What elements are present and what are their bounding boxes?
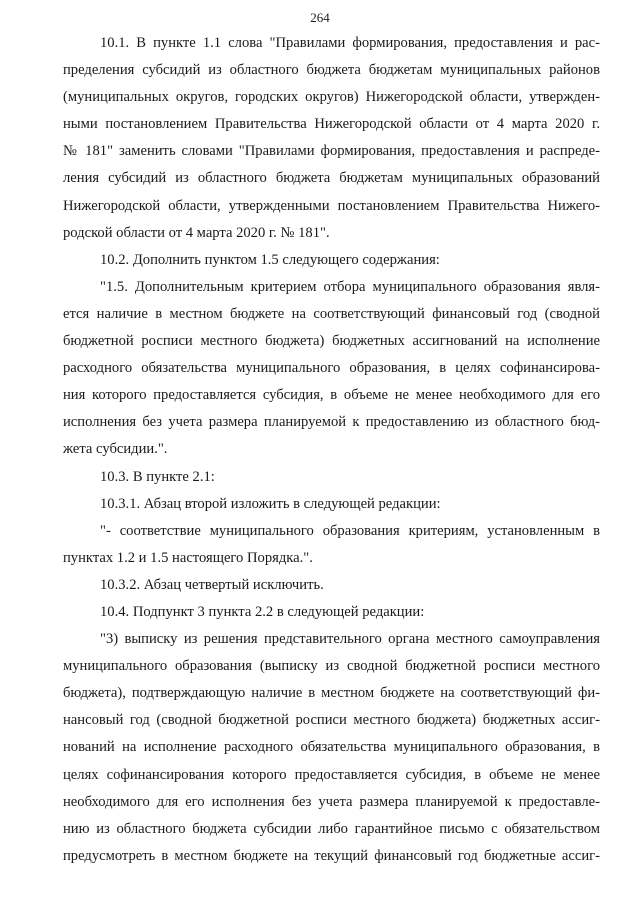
text-line: ления субсидий из областного бюджета бюджетам муниципальных образований (63, 170, 600, 187)
text-line: "1.5. Дополнительным критерием отбора муниципального образования явля- (100, 278, 600, 295)
paragraph (63, 30, 600, 247)
text-line: исполнения без учета размера планируемой к предоставлению из областного бюд- (63, 414, 600, 431)
text-line: 10.4. Подпункт 3 пункта 2.2 в следующей редакции: (100, 603, 425, 620)
text-line: "- соответствие муниципального образования критериям, установленным в (100, 522, 600, 539)
text-line: Нижегородской области, утвержденными постановлением Правительства Нижего- (63, 197, 600, 214)
text-line: необходимого для его исполнения без учета размера планируемой к предоставле- (63, 793, 600, 810)
text-line: нансовый год (сводной бюджетной росписи местного бюджета) бюджетных ассиг- (63, 712, 600, 729)
text-line: бюджета), подтверждающую наличие в местном бюджете на соответствующий фи- (63, 685, 600, 702)
text-line: 10.1. В пункте 1.1 слова "Правилами формирования, предоставления и рас- (100, 35, 600, 51)
text-line: ния которого предоставляется субсидия, в объеме не менее необходимого для его (63, 387, 600, 404)
text-line: 10.3. В пункте 2.1: (100, 468, 215, 485)
paragraph (63, 274, 600, 464)
text-line: пунктах 1.2 и 1.5 настоящего Порядка.". (63, 549, 313, 566)
text-line: родской области от 4 марта 2020 г. № 181". (63, 224, 330, 241)
paragraph (63, 518, 600, 572)
document-body (63, 30, 600, 870)
paragraph (63, 599, 600, 626)
text-line: "3) выписку из решения представительного органа местного самоуправления (100, 631, 600, 648)
text-line: ется наличие в местном бюджете на соответствующий финансовый год (сводной (63, 305, 600, 322)
text-line: 10.2. Дополнить пунктом 1.5 следующего содержания: (100, 251, 440, 268)
text-line: 10.3.2. Абзац четвертый исключить. (100, 576, 324, 593)
text-line: жета субсидии.". (63, 441, 168, 458)
paragraph (63, 247, 600, 274)
text-line: нований на исполнение расходного обязательства муниципального образования, в (63, 739, 600, 756)
text-line: (муниципальных округов, городских округов) Нижегородской области, утвержден- (63, 89, 600, 106)
page-number: 264 (310, 10, 330, 25)
paragraph (63, 464, 600, 491)
text-line: пределения субсидий из областного бюджета бюджетам муниципальных районов (63, 62, 600, 79)
text-line: расходного обязательства муниципального образования, в целях софинансирова- (63, 360, 600, 377)
paragraph (63, 626, 600, 870)
text-line: целях софинансирования которого предоставляется субсидия, в объеме не менее (63, 766, 600, 783)
paragraph (63, 572, 600, 599)
text-line: № 181" заменить словами "Правилами формирования, предоставления и распреде- (63, 143, 600, 160)
text-line: 10.3.1. Абзац второй изложить в следующей редакции: (100, 495, 441, 512)
text-line: нию из областного бюджета субсидии либо гарантийное письмо с обязательством (63, 820, 600, 837)
text-line: муниципального образования (выписку из сводной бюджетной росписи местного (63, 658, 600, 675)
text-line: бюджетной росписи местного бюджета) бюджетных ассигнований на исполнение (63, 333, 600, 350)
text-line: предусмотреть в местном бюджете на текущий финансовый год бюджетные ассиг- (63, 847, 600, 864)
paragraph (63, 491, 600, 518)
text-line: ными постановлением Правительства Нижегородской области от 4 марта 2020 г. (63, 116, 600, 133)
